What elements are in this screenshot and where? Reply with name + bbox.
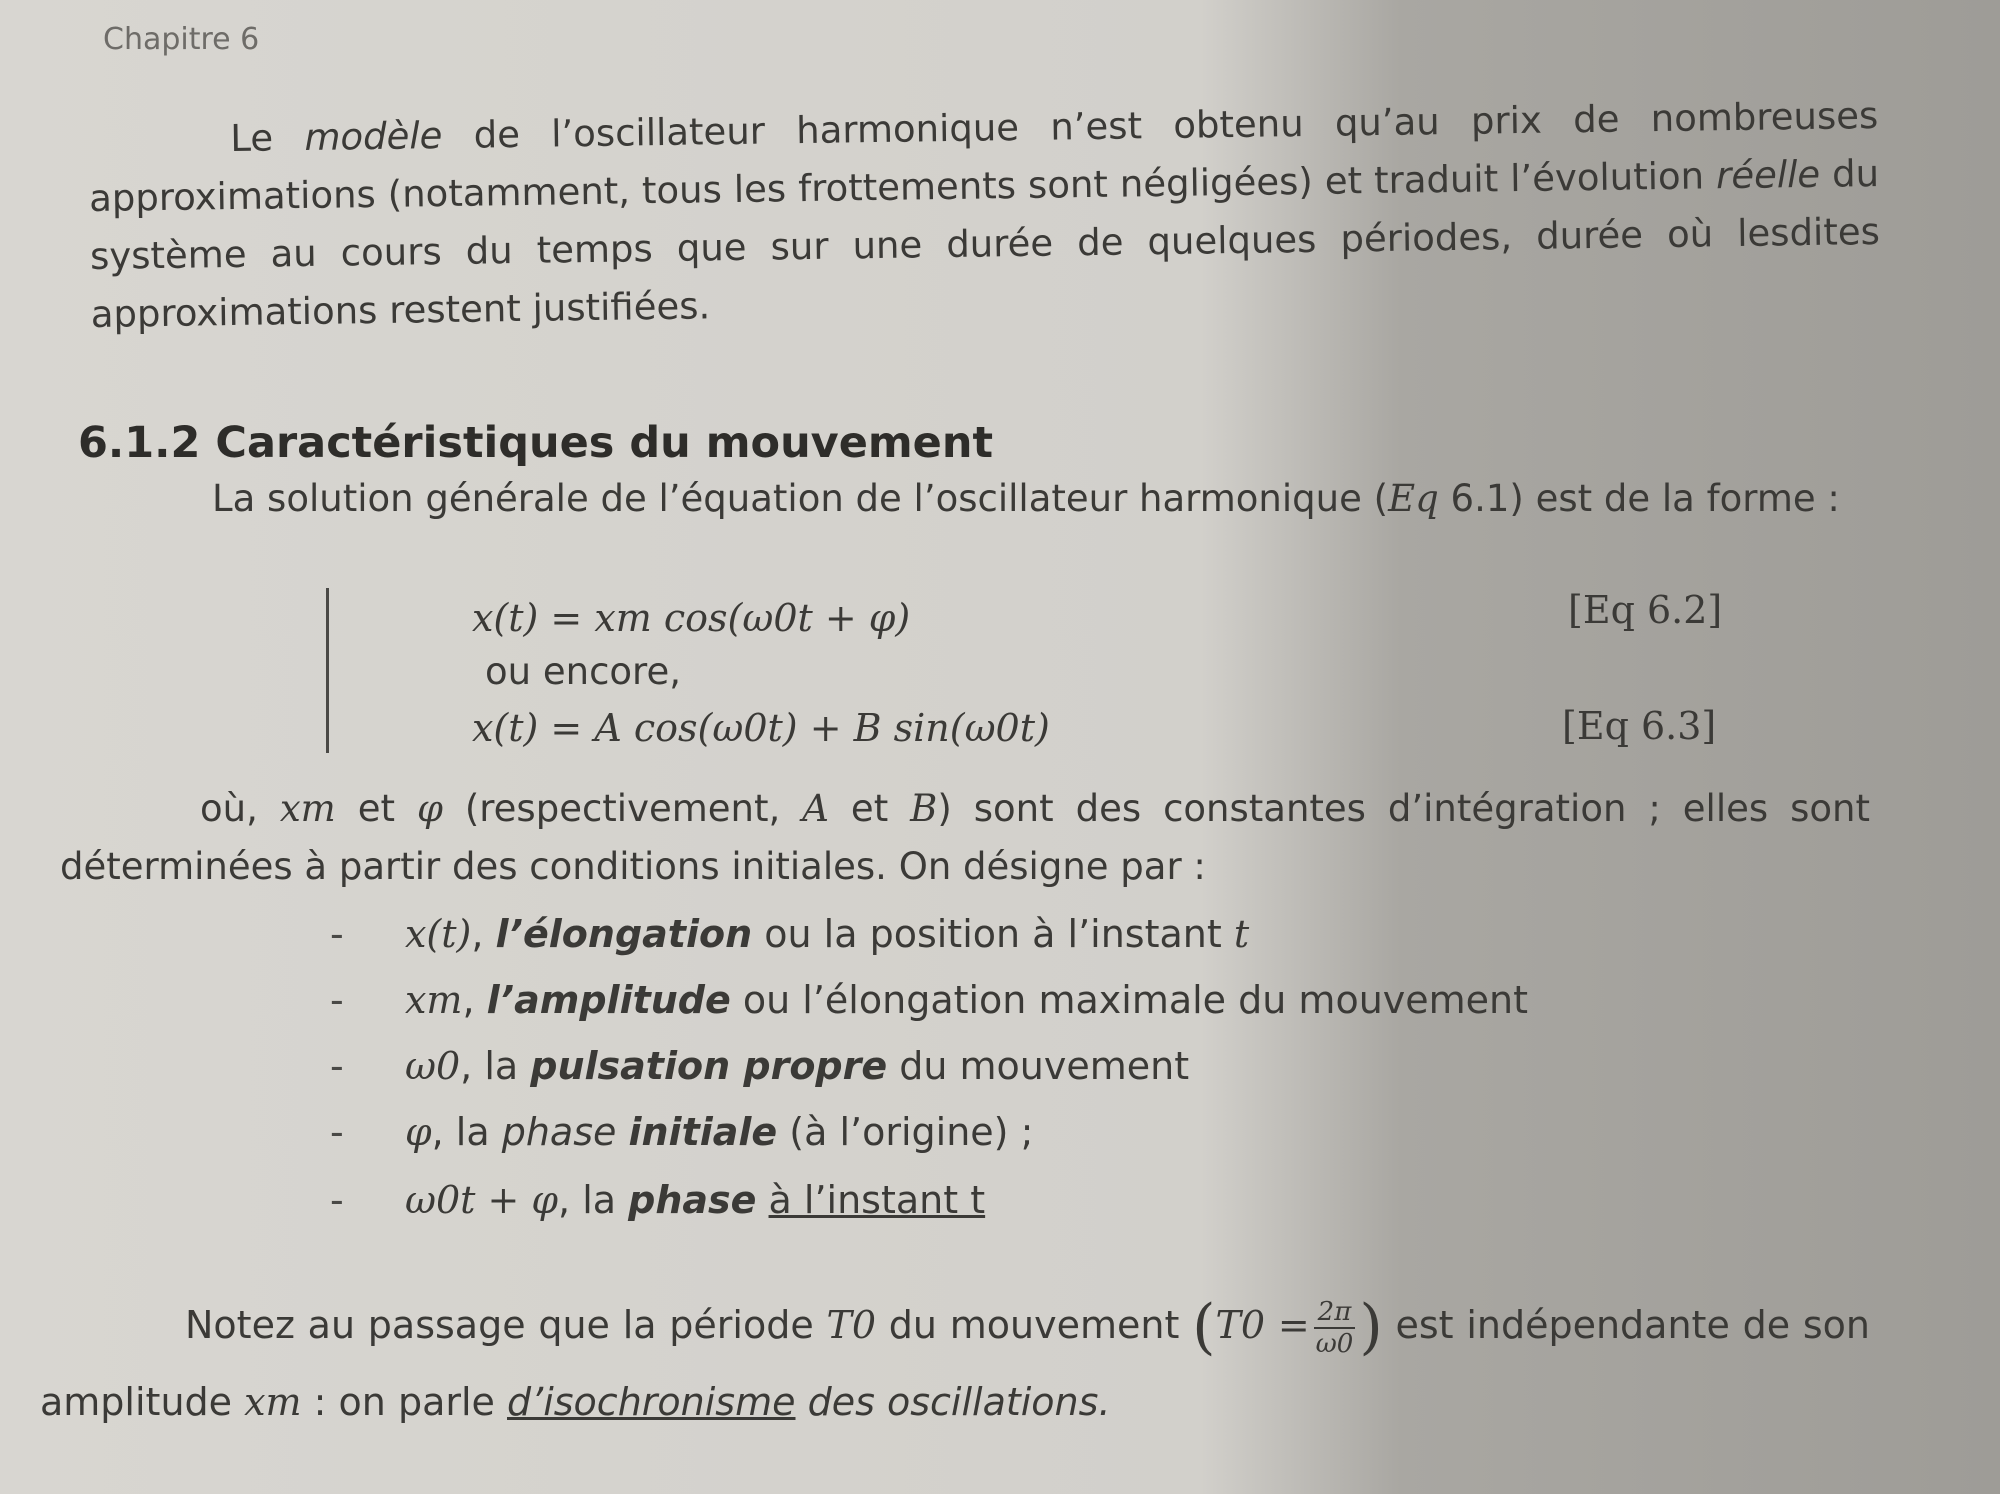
text: du mouvement: [876, 1303, 1193, 1347]
math-text: ω0: [405, 1044, 461, 1088]
equation-6-2: [472, 596, 910, 640]
text: [756, 1178, 768, 1222]
text: , la: [431, 1110, 502, 1154]
constants-paragraph: [60, 780, 1870, 896]
text: est indépendante de son amplitude: [40, 1303, 1870, 1424]
equation-text: x(t) = A cos(ω0t) + B sin(ω0t): [472, 706, 1050, 750]
term: l’amplitude: [486, 978, 731, 1022]
text: et: [828, 787, 911, 830]
bullet-dash: -: [330, 912, 344, 956]
equation-6-3: [472, 706, 1050, 750]
text: ,: [462, 978, 487, 1022]
right-paren: ): [1359, 1292, 1383, 1362]
text: 6.1) est de la forme :: [1438, 477, 1840, 520]
math-text: x(t): [405, 912, 472, 956]
list-item: [330, 978, 1528, 1022]
math-text: Eq: [1388, 477, 1439, 520]
bullet-dash: -: [330, 978, 344, 1022]
text: ou l’élongation maximale du mouvement: [730, 978, 1529, 1022]
term: initiale: [628, 1110, 778, 1154]
section-heading: 6.1.2 Caractéristiques du mouvement: [78, 418, 994, 468]
text: ou la position à l’instant: [752, 912, 1234, 956]
math-text: ω0t + φ: [405, 1178, 559, 1222]
bullet-dash: -: [330, 1110, 344, 1154]
term: l’élongation: [495, 912, 753, 956]
term: phase: [628, 1178, 757, 1222]
intro-paragraph: [88, 87, 1881, 344]
isochronism-paragraph: [40, 1288, 1870, 1440]
text-italic: phase: [501, 1110, 617, 1154]
math-text: xm: [405, 978, 463, 1022]
text: de l’oscillateur harmonique n’est obtenu qu’au prix de nombreuses approximations (notamment, tous les frottements sont négligées) et traduit l’évolution: [88, 94, 1879, 220]
math-text: φ: [416, 787, 443, 830]
term: pulsation propre: [530, 1044, 888, 1088]
math-text: φ: [405, 1110, 432, 1154]
text: La solution générale de l’équation de l’oscillateur harmonique (: [212, 477, 1389, 520]
period-fraction: [1314, 1297, 1356, 1359]
equation-connector: ou encore,: [485, 650, 681, 693]
text: Le: [230, 115, 305, 161]
list-item: [330, 1178, 985, 1222]
equation-bar: [326, 588, 329, 753]
math-text: T0 =: [1215, 1303, 1310, 1347]
text: (respectivement,: [442, 787, 803, 830]
list-item: [330, 1110, 1033, 1154]
equation-text: x(t) = xm cos(ω0t + φ): [472, 596, 911, 640]
underlined-text: à l’instant t: [768, 1178, 986, 1222]
text-italic: modèle: [304, 114, 443, 159]
text: du mouvement: [887, 1044, 1190, 1088]
text: : on parle: [301, 1380, 507, 1424]
text: ) sont des constantes d’intégration ; elles sont déterminées à partir des conditions initiales. On désigne par :: [60, 787, 1870, 888]
math-text: xm: [279, 787, 336, 830]
math-text: T0: [826, 1303, 877, 1347]
math-text: B: [910, 787, 938, 830]
chapter-header: Chapitre 6: [103, 22, 260, 57]
solution-paragraph: [72, 470, 1872, 528]
list-item: [330, 912, 1249, 956]
math-text: xm: [244, 1380, 302, 1424]
list-item: [330, 1044, 1189, 1088]
equation-ref-6-3: [Eq 6.3]: [1562, 704, 1717, 748]
text-italic: des oscillations.: [795, 1380, 1111, 1424]
equation-ref-6-2: [Eq 6.2]: [1568, 588, 1723, 632]
math-text: t: [1233, 912, 1250, 956]
left-paren: (: [1192, 1292, 1216, 1362]
text: et: [335, 787, 417, 830]
text: où,: [200, 787, 280, 830]
text: du système au cours du temps que sur une durée de quelques périodes, durée où lesdites approximations restent justifiées.: [89, 152, 1881, 336]
text: Notez au passage que la période: [185, 1303, 827, 1347]
term-underlined: d’isochronisme: [507, 1380, 796, 1424]
text-italic: réelle: [1715, 152, 1821, 198]
fraction-numerator: 2π: [1314, 1297, 1356, 1329]
math-text: A: [802, 787, 829, 830]
bullet-dash: -: [330, 1044, 344, 1088]
text: ,: [471, 912, 496, 956]
text: , la: [460, 1044, 531, 1088]
text: (à l’origine) ;: [777, 1110, 1034, 1154]
fraction-denominator: ω0: [1315, 1328, 1354, 1359]
text: , la: [558, 1178, 629, 1222]
bullet-dash: -: [330, 1178, 344, 1222]
